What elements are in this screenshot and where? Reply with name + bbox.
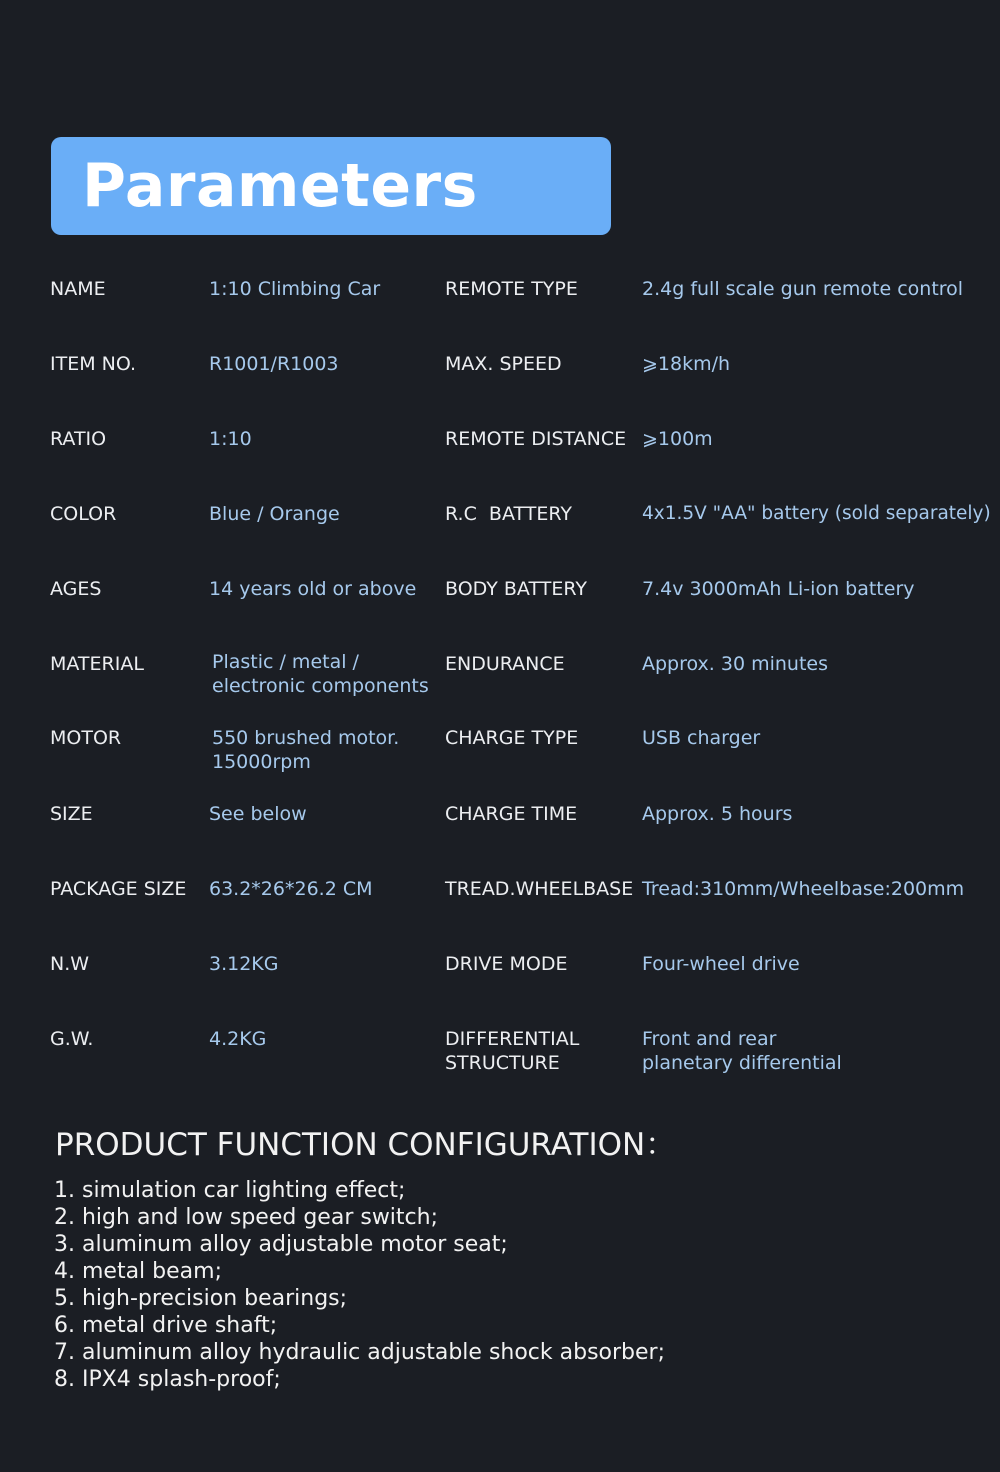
param-label: ENDURANCE [445,653,565,675]
param-value: Approx. 30 minutes [642,653,829,675]
function-list [54,1177,665,1393]
param-value: R1001/R1003 [209,353,339,375]
param-label: MAX. SPEED [445,353,562,375]
param-label: ITEM NO. [50,353,137,375]
param-label: CHARGE TYPE [445,727,579,749]
param-value: Blue / Orange [209,503,340,525]
param-value: 14 years old or above [209,578,417,600]
param-value-line: 550 brushed motor. [212,727,400,749]
param-label: G.W. [50,1028,94,1050]
param-value: Approx. 5 hours [642,803,793,825]
param-value: Four-wheel drive [642,953,800,975]
function-item: 7. aluminum alloy hydraulic adjustable shock absorber; [54,1340,666,1365]
function-item: 4. metal beam; [54,1259,222,1284]
param-value: ⩾100m [642,428,713,450]
param-label: AGES [50,578,102,600]
function-item: 6. metal drive shaft; [54,1313,278,1338]
param-value: 4x1.5V "AA" battery (sold separately) [642,503,991,524]
param-label: CHARGE TIME [445,803,578,825]
param-label: N.W [50,953,90,975]
param-value: Tread:310mm/Wheelbase:200mm [642,878,965,900]
param-value-line: Plastic / metal / [212,651,359,673]
param-value: 4.2KG [209,1028,267,1050]
function-item: 2. high and low speed gear switch; [54,1205,439,1230]
param-value-line: electronic components [212,675,429,697]
param-label: REMOTE TYPE [445,278,578,300]
param-value: 7.4v 3000mAh Li-ion battery [642,578,915,600]
param-value-line: Front and rear [642,1028,777,1050]
function-item: 3. aluminum alloy adjustable motor seat; [54,1232,508,1257]
param-label: BODY BATTERY [445,578,587,600]
param-value [642,1027,842,1075]
param-value: 63.2*26*26.2 CM [209,878,373,900]
param-value: 3.12KG [209,953,279,975]
param-label: MOTOR [50,727,122,749]
function-item: 8. IPX4 splash-proof; [54,1367,281,1392]
param-value: 1:10 Climbing Car [209,278,381,300]
param-label: NAME [50,278,106,300]
page-title: Parameters [82,151,478,221]
param-value: See below [209,803,307,825]
param-value: USB charger [642,727,761,749]
param-label: SIZE [50,803,93,825]
param-value: ⩾18km/h [642,353,731,375]
param-label [445,1027,579,1075]
param-value: 2.4g full scale gun remote control [642,278,964,300]
param-label: MATERIAL [50,653,144,675]
param-label-line: STRUCTURE [445,1052,560,1074]
param-label: PACKAGE SIZE [50,878,187,900]
param-label: COLOR [50,503,117,525]
param-label: DRIVE MODE [445,953,568,975]
function-configuration-heading: PRODUCT FUNCTION CONFIGURATION： [55,1127,677,1163]
param-value [212,650,429,698]
param-value [212,726,399,774]
function-item: 5. high-precision bearings; [54,1286,348,1311]
function-item: 1. simulation car lighting effect; [54,1178,406,1203]
param-value-line: planetary differential [642,1052,842,1074]
param-label: TREAD.WHEELBASE [445,878,634,900]
param-label: R.C BATTERY [445,503,572,525]
param-label: RATIO [50,428,107,450]
param-value-line: 15000rpm [212,751,311,773]
param-value: 1:10 [209,428,252,450]
param-label: REMOTE DISTANCE [445,428,627,450]
param-label-line: DIFFERENTIAL [445,1028,580,1050]
